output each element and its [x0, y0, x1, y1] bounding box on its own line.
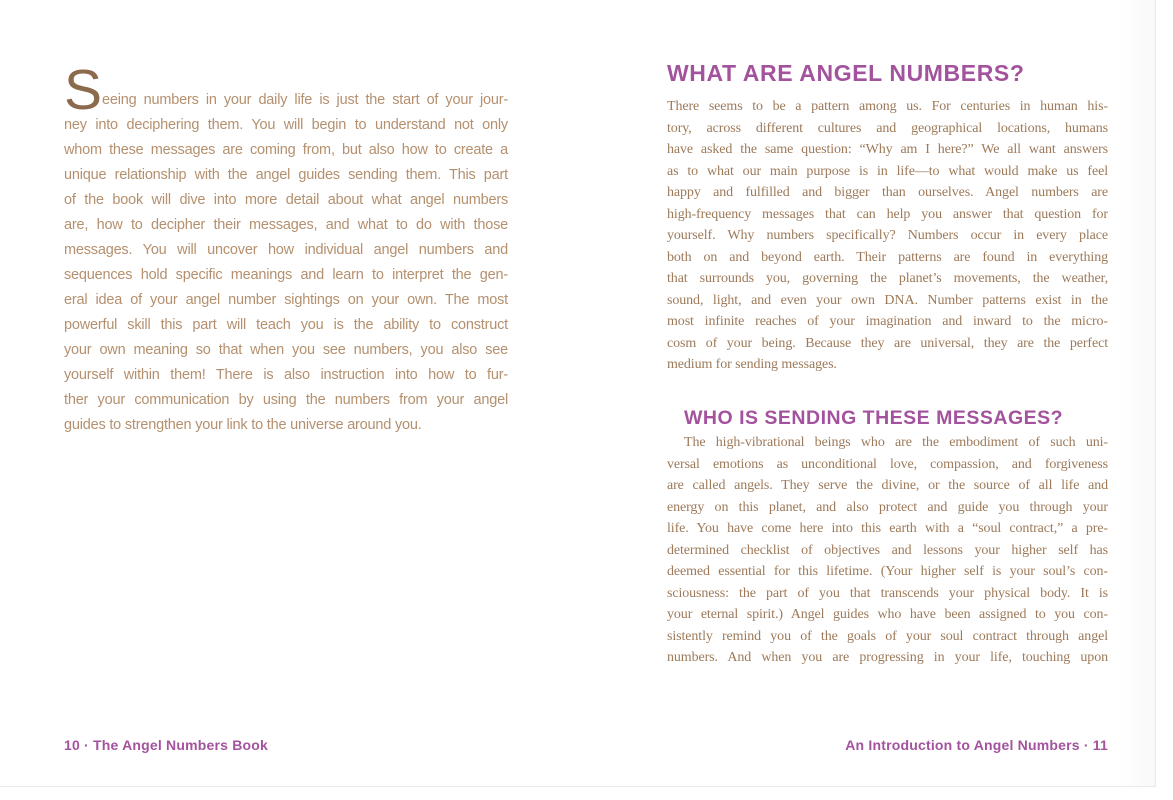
text-line: The high-vibrational beings who are the embodiment of such uni- — [684, 435, 1108, 450]
text-line: your own meaning so that when you see numbers, you also see — [64, 342, 508, 358]
right-page-footer: An Introduction to Angel Numbers · 11 — [845, 737, 1108, 753]
text-line: cosm of your being. Because they are universal, they are the perfect — [667, 335, 1108, 351]
text-line: as to what our main purpose is in life—to what would make us feel — [667, 163, 1108, 179]
text-line: guides to strengthen your link to the universe around you. — [64, 417, 422, 433]
left-page-paragraph — [64, 58, 508, 438]
text-line: messages. You will uncover how individual angel numbers and — [64, 242, 508, 258]
section-heading-who-is-sending: WHO IS SENDING THESE MESSAGES? — [684, 407, 1064, 429]
text-line: of the book will dive into more detail about what angel numbers — [64, 192, 508, 208]
right-page-paragraph-2 — [667, 432, 1108, 669]
text-line: high-frequency messages that can help you answer that question for — [667, 206, 1108, 222]
text-line: numbers. And when you are progressing in your life, touching upon — [667, 650, 1108, 665]
text-line: powerful skill this part will teach you is the ability to construct — [64, 317, 508, 333]
page-edge-shading — [1115, 0, 1155, 787]
text-line: yourself within them! There is also instruction into how to fur- — [64, 367, 508, 383]
text-line: that surrounds you, governing the planet’s movements, the weather, — [667, 271, 1108, 286]
text-line: versal emotions as unconditional love, compassion, and forgiveness — [667, 456, 1108, 472]
page-edge-vertical-line — [1155, 0, 1156, 787]
page-edge-horizontal-line — [0, 786, 1156, 787]
text-line: energy on this planet, and also protect and guide you through your — [667, 499, 1108, 515]
text-line: determined checklist of objectives and lessons your higher self has — [667, 542, 1108, 558]
text-line: sciousness: the part of you that transcends your physical body. It is — [667, 585, 1108, 601]
text-line: whom these messages are coming from, but also how to create a — [64, 142, 508, 158]
section-heading-what-are-angel-numbers: WHAT ARE ANGEL NUMBERS? — [667, 60, 1025, 86]
text-line: most infinite reaches of your imagination and inward to the micro- — [667, 314, 1108, 329]
text-line: tory, across different cultures and geographical locations, humans — [667, 120, 1108, 136]
text-line: your eternal spirit.) Angel guides who have been assigned to you con- — [667, 607, 1108, 622]
text-line: happy and fulfilled and bigger than ourselves. Angel numbers are — [667, 185, 1108, 200]
text-line: life. You have come here into this earth with a “soul contract,” a pre- — [667, 521, 1108, 536]
text-line: ther your communication by using the numbers from your angel — [64, 392, 508, 408]
text-line: deemed essential for this lifetime. (Your higher self is your soul’s con- — [667, 564, 1108, 579]
text-line: sound, light, and even your own DNA. Number patterns exist in the — [667, 292, 1108, 308]
left-page-footer: 10 · The Angel Numbers Book — [64, 737, 269, 753]
text-line: are called angels. They serve the divine, or the source of all life and — [667, 478, 1108, 493]
dropcap-letter: S — [64, 58, 102, 122]
text-line: both on and beyond earth. Their patterns are found in everything — [667, 249, 1108, 265]
text-line: unique relationship with the angel guides sending them. This part — [64, 167, 508, 183]
text-line: sistently remind you of the goals of your soul contract through angel — [667, 628, 1108, 644]
text-line: medium for sending messages. — [667, 357, 837, 372]
text-line: have asked the same question: “Why am I here?” We all want answers — [667, 142, 1108, 157]
text-line: eeing numbers in your daily life is just the start of your jour- — [102, 92, 508, 108]
text-line: There seems to be a pattern among us. For centuries in human his- — [667, 99, 1108, 114]
text-line: ney into deciphering them. You will begin to understand not only — [64, 117, 508, 133]
text-line: sequences hold specific meanings and learn to interpret the gen- — [64, 267, 508, 283]
text-line: yourself. Why numbers specifically? Numbers occur in every place — [667, 228, 1108, 243]
text-line: are, how to decipher their messages, and what to do with those — [64, 217, 508, 233]
right-page-paragraph-1 — [667, 96, 1108, 376]
text-line: eral idea of your angel number sightings on your own. The most — [64, 292, 508, 308]
